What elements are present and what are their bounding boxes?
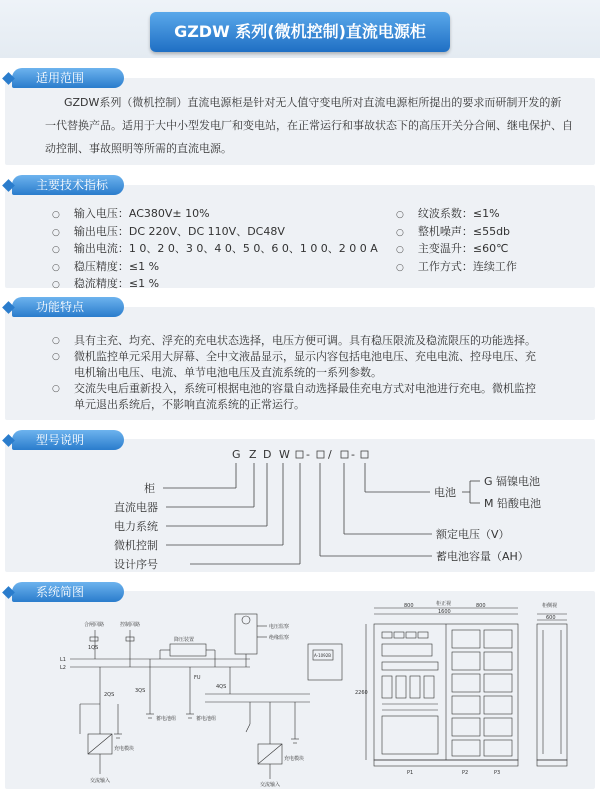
- feature-item: ○ 微机监控单元采用大屏幕、全中文液晶显示，显示内容包括电池电压、充电电流、控母电压、充: [52, 350, 536, 363]
- circle-bullet-icon: ○: [52, 280, 60, 290]
- model-label-seq: 设计序号: [114, 558, 158, 571]
- circle-bullet-icon: ○: [52, 245, 60, 255]
- circle-bullet-icon: ○: [52, 210, 60, 220]
- feature-item-cont: 电机输出电压、电流、单节电池电压及直流系统的一系列参数。: [74, 366, 382, 379]
- spec-item: ○ 整机噪声：≤55db: [396, 224, 511, 238]
- spec-item: ○ 工作方式：连续工作: [396, 259, 517, 273]
- label-switch-1: 1QS: [88, 645, 99, 651]
- model-battery-g: G 镉镍电池: [484, 475, 541, 488]
- model-label-micro: 微机控制: [114, 539, 158, 552]
- model-slash: /: [328, 448, 332, 461]
- model-heading-text: 型号说明: [36, 433, 85, 447]
- feature-item: ○ 具有主充、均充、浮充的充电状态选择，电压方便可调。具有稳压限流及稳流限压的功能选择。: [52, 334, 536, 347]
- scope-line-1: GZDW系列（微机控制）直流电源柜是针对无人值守变电所对直流电源柜所提出的要求而研制开发的新: [64, 96, 562, 109]
- model-label-cabinet: 柜: [144, 482, 155, 495]
- label-p2: P2: [462, 770, 469, 776]
- circle-bullet-icon: ○: [52, 262, 60, 273]
- diagram-heading: [12, 582, 124, 602]
- feature-item: ○ 交流失电后重新投入，系统可根据电池的容量自动选择最佳充电方式对电池进行充电。微机监控: [52, 382, 536, 395]
- model-letter-z: Z: [249, 448, 257, 461]
- label-bus-control: 控制回路: [120, 622, 141, 628]
- cabinet-drawing: [352, 600, 592, 788]
- label-battery-a: 蓄电池组: [156, 716, 177, 722]
- scope-line-2: 一代替换产品。适用于大中小型发电厂和变电站，在正常运行和事故状态下的高压开关分合闸、继电保护、自: [45, 119, 573, 132]
- label-fuse: FU: [194, 675, 201, 681]
- features-heading: [12, 297, 124, 317]
- spec-item: ○ 输出电流：1 0、2 0、3 0、4 0、5 0、6 0、1 0 0、2 0 0 A: [52, 242, 378, 255]
- circle-bullet-icon: ○: [396, 245, 404, 255]
- specs-heading: [12, 175, 124, 195]
- label-battery-b: 蓄电池组: [196, 716, 217, 722]
- scope-heading: [12, 68, 124, 88]
- label-dim-2260: 2260: [355, 690, 368, 696]
- diagram-heading-text: 系统简图: [36, 585, 85, 599]
- circle-bullet-icon: ○: [52, 352, 60, 362]
- label-switch-3: 3QS: [135, 688, 146, 694]
- model-letter-g: G: [232, 448, 241, 461]
- spec-item: ○ 输出电压：DC 220V、DC 110V、DC48V: [52, 224, 285, 238]
- scope-line-3: 动控制、事故照明等所需的直流电源。: [45, 142, 232, 155]
- label-p1: P1: [407, 770, 414, 776]
- circle-bullet-icon: ○: [396, 262, 404, 273]
- label-ac-in-b: 交流输入: [260, 782, 281, 788]
- spec-item: ○ 主变温升：≤60℃: [396, 242, 509, 255]
- circle-bullet-icon: ○: [52, 336, 60, 346]
- spec-right-list: [396, 206, 517, 276]
- circle-bullet-icon: ○: [396, 210, 404, 220]
- features-heading-text: 功能特点: [36, 300, 85, 314]
- scope-heading-text: 适用范围: [36, 71, 85, 85]
- label-charger-b: 充电模块: [284, 756, 305, 762]
- label-dim-1600: 1600: [438, 609, 451, 615]
- spec-left-list: [52, 206, 378, 294]
- label-voltage-monitor: 电压监察: [269, 624, 290, 630]
- spec-item: ○ 纹波系数：≤1%: [396, 207, 500, 220]
- label-ac-in-a: 交流输入: [90, 778, 111, 784]
- specs-heading-text: 主要技术指标: [36, 178, 109, 192]
- label-p3: P3: [494, 770, 501, 776]
- circle-bullet-icon: ○: [52, 227, 60, 238]
- model-label-dc: 直流电器: [114, 501, 158, 514]
- label-step-down: 降压装置: [174, 637, 195, 643]
- feature-item-cont: 单元退出系统后，不影响直流系统的正常运行。: [74, 398, 305, 411]
- label-dim-800a: 800: [404, 603, 414, 609]
- label-front-view: 柜正视: [436, 601, 452, 607]
- spec-item: ○ 稳压精度：≤1 %: [52, 259, 160, 273]
- model-dash-2: -: [351, 448, 355, 461]
- circle-bullet-icon: ○: [52, 384, 60, 394]
- model-dash-1: -: [306, 448, 310, 461]
- spec-item: ○ 输入电压：AC380V± 10%: [52, 207, 210, 220]
- model-code-diagram: [0, 439, 600, 572]
- label-dim-600: 600: [546, 615, 556, 621]
- label-l2: L2: [60, 665, 66, 671]
- label-switch-4: 4QS: [216, 684, 227, 690]
- panel-mark: A-1092B: [314, 653, 332, 658]
- page-title: GZDW 系列(微机控制)直流电源柜: [174, 22, 426, 41]
- spec-item: ○ 稳流精度：≤1 %: [52, 277, 160, 290]
- label-insulation-monitor: 绝缘监察: [269, 635, 290, 641]
- feature-list: [52, 333, 592, 413]
- model-label-power: 电力系统: [114, 520, 158, 533]
- model-battery-m: M 铅酸电池: [484, 497, 541, 510]
- label-switch-2: 2QS: [104, 692, 115, 698]
- model-label-voltage: 额定电压（V）: [436, 528, 510, 541]
- label-dim-800b: 800: [476, 603, 486, 609]
- label-charger-a: 充电模块: [114, 746, 135, 752]
- circle-bullet-icon: ○: [396, 227, 404, 238]
- system-schematic: [10, 604, 350, 788]
- label-side-view: 柜侧视: [542, 603, 558, 609]
- label-bus-close: 合闸回路: [84, 622, 105, 628]
- model-label-capacity: 蓄电池容量（AH）: [436, 550, 529, 563]
- model-letter-w: W: [279, 448, 290, 461]
- model-letter-d: D: [263, 448, 272, 461]
- model-label-battery: 电池: [434, 486, 456, 499]
- label-l1: L1: [60, 657, 66, 663]
